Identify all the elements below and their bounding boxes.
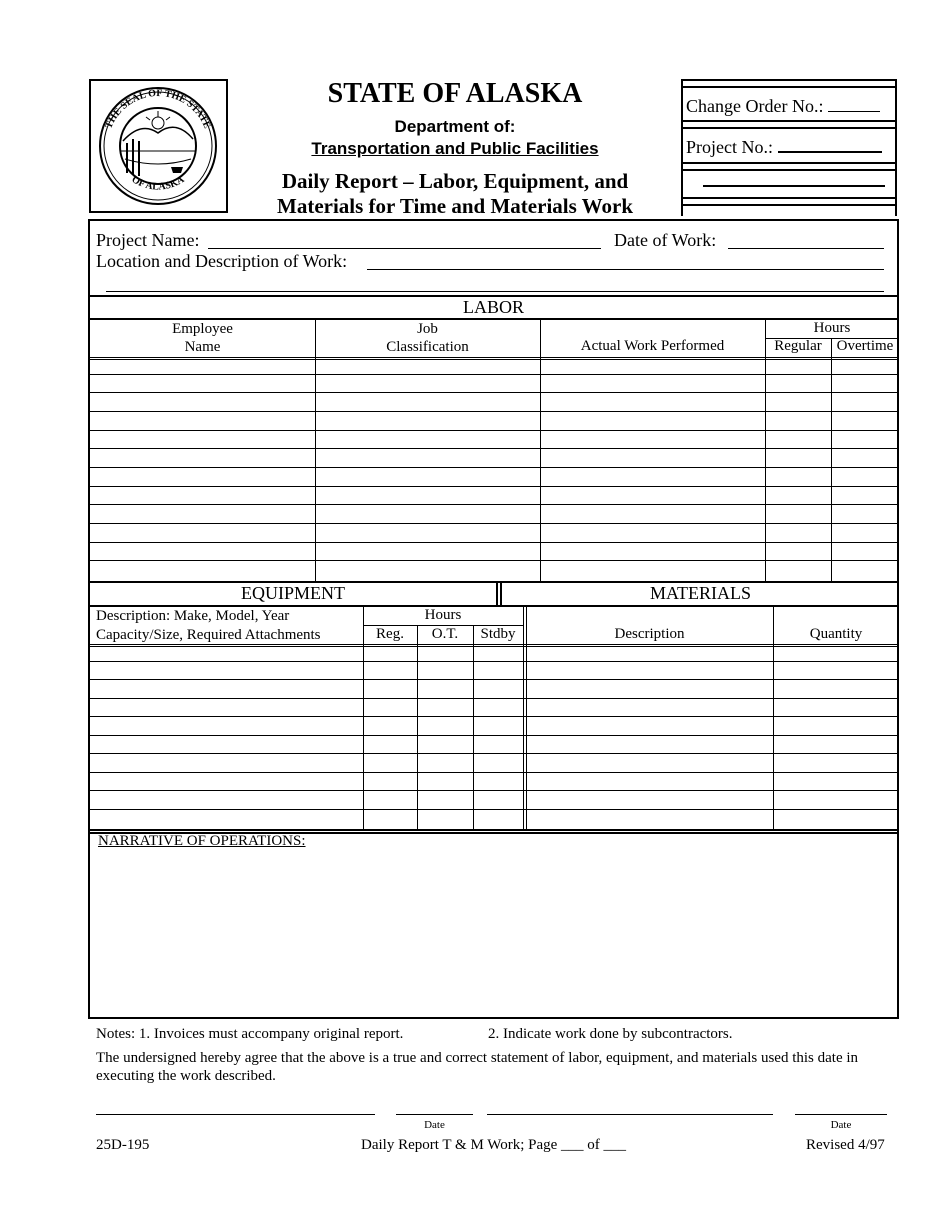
- equipment-row-divider: [90, 772, 897, 773]
- labor-col-hours: Hours: [813, 320, 851, 336]
- equipment-materials-table-row[interactable]: [90, 775, 897, 791]
- labor-table-row[interactable]: [90, 414, 897, 430]
- equipment-row-divider: [90, 735, 897, 736]
- labor-table-row[interactable]: [90, 470, 897, 486]
- signature-line-2[interactable]: [487, 1114, 773, 1115]
- labor-row-divider: [90, 504, 897, 505]
- labor-table-row[interactable]: [90, 563, 897, 579]
- location-input[interactable]: [367, 269, 884, 270]
- equipment-materials-table-row[interactable]: [90, 645, 897, 661]
- table-header-divider: [90, 359, 897, 360]
- labor-row-divider: [90, 542, 897, 543]
- equipment-col-hours: Hours: [424, 607, 462, 623]
- state-seal-icon: [91, 81, 226, 211]
- equipment-col-description-line-1: Description: Make, Model, Year: [96, 608, 290, 624]
- labor-col-job-line-2: Classification: [386, 339, 469, 355]
- equipment-materials-table-row[interactable]: [90, 738, 897, 754]
- labor-col-job-line-1: Job: [417, 321, 438, 337]
- project-name-label: Project Name:: [96, 230, 200, 250]
- equipment-col-stdby: Stdby: [480, 626, 516, 642]
- date-line-1[interactable]: [396, 1114, 473, 1115]
- state-seal-box: [89, 79, 228, 213]
- date-label-2: Date: [830, 1119, 852, 1131]
- equipment-row-divider: [90, 679, 897, 680]
- equipment-col-reg: Reg.: [376, 626, 404, 642]
- equipment-row-divider: [90, 753, 897, 754]
- equipment-materials-table-row[interactable]: [90, 756, 897, 772]
- equipment-row-divider: [90, 698, 897, 699]
- labor-col-actual-work: Actual Work Performed: [580, 338, 725, 354]
- equipment-col-description-line-2: Capacity/Size, Required Attachments: [96, 627, 321, 643]
- report-title-line-1: Daily Report – Labor, Equipment, and: [281, 169, 629, 193]
- labor-row-divider: [90, 392, 897, 393]
- location-input-line-2[interactable]: [106, 291, 884, 292]
- report-title: [255, 169, 655, 219]
- labor-table-row[interactable]: [90, 545, 897, 561]
- department-label: Department of:: [394, 117, 516, 136]
- labor-table-row[interactable]: [90, 358, 897, 374]
- narrative-label: NARRATIVE OF OPERATIONS:: [98, 833, 306, 849]
- labor-section-title: LABOR: [462, 297, 524, 317]
- equipment-row-divider: [90, 809, 897, 810]
- project-no-line-2[interactable]: [703, 185, 885, 187]
- equipment-row-divider: [90, 716, 897, 717]
- equipment-materials-table-row[interactable]: [90, 682, 897, 698]
- project-name-input[interactable]: [208, 248, 601, 249]
- labor-col-regular: Regular: [774, 338, 822, 354]
- equipment-col-description: [96, 607, 321, 645]
- labor-row-divider: [90, 523, 897, 524]
- report-title-line-2: Materials for Time and Materials Work: [277, 194, 633, 218]
- labor-table-row[interactable]: [90, 433, 897, 449]
- date-label-1: Date: [424, 1119, 445, 1131]
- state-title: STATE OF ALASKA: [327, 78, 583, 109]
- department-name-text: Transportation and Public Facilities: [311, 139, 599, 158]
- labor-table-row[interactable]: [90, 451, 897, 467]
- date-of-work-input[interactable]: [728, 248, 884, 249]
- form-number: 25D-195: [96, 1137, 150, 1153]
- certification-statement: The undersigned hereby agree that the above is a true and correct statement of labor, equipment, and materials used this date in executing the work described.: [96, 1050, 859, 1084]
- equipment-materials-table-row[interactable]: [90, 664, 897, 680]
- labor-row-divider: [90, 448, 897, 449]
- labor-col-employee-line-1: Employee: [172, 321, 233, 337]
- equipment-section-title: EQUIPMENT: [241, 583, 345, 603]
- labor-row-divider: [90, 374, 897, 375]
- seal-text-top: THE SEAL OF THE STATE: [103, 87, 213, 131]
- labor-table-row[interactable]: [90, 507, 897, 523]
- labor-row-divider: [90, 486, 897, 487]
- labor-col-overtime: Overtime: [836, 338, 894, 354]
- seal-text-bottom: OF ALASKA: [129, 174, 187, 193]
- narrative-input[interactable]: [92, 853, 897, 1015]
- labor-row-divider: [90, 411, 897, 412]
- labor-table-row[interactable]: [90, 395, 897, 411]
- notes-2: 2. Indicate work done by subcontractors.: [488, 1026, 733, 1042]
- change-order-label: Change Order No.:: [686, 96, 824, 116]
- location-label: Location and Description of Work:: [96, 251, 348, 271]
- labor-col-job: [315, 320, 540, 356]
- labor-table-row[interactable]: [90, 526, 897, 542]
- date-of-work-label: Date of Work:: [614, 230, 717, 250]
- report-form: [88, 219, 899, 1019]
- equipment-row-divider: [90, 790, 897, 791]
- change-order-box: [681, 79, 897, 216]
- materials-col-quantity: Quantity: [809, 626, 863, 642]
- equipment-materials-table-row[interactable]: [90, 719, 897, 735]
- signature-line-1[interactable]: [96, 1114, 375, 1115]
- materials-section-title: MATERIALS: [649, 583, 751, 603]
- project-no-field[interactable]: [686, 137, 882, 158]
- table-header-divider: [90, 646, 897, 647]
- labor-table-row[interactable]: [90, 377, 897, 393]
- labor-row-divider: [90, 560, 897, 561]
- change-order-field[interactable]: [686, 96, 880, 117]
- equipment-col-ot: O.T.: [431, 626, 459, 642]
- labor-row-divider: [90, 467, 897, 468]
- labor-col-employee-line-2: Name: [184, 339, 221, 355]
- date-line-2[interactable]: [795, 1114, 887, 1115]
- materials-col-description: Description: [614, 626, 685, 642]
- labor-row-divider: [90, 430, 897, 431]
- revised-date: Revised 4/97: [806, 1137, 885, 1153]
- equipment-materials-table-row[interactable]: [90, 812, 897, 828]
- department-name: [280, 139, 630, 159]
- labor-col-employee: [90, 320, 315, 356]
- labor-table-row[interactable]: [90, 489, 897, 505]
- notes-1: Notes: 1. Invoices must accompany original report.: [96, 1026, 404, 1042]
- equipment-materials-table-row[interactable]: [90, 701, 897, 717]
- equipment-materials-table-row[interactable]: [90, 793, 897, 809]
- page-indicator: Daily Report T & M Work; Page ___ of ___: [361, 1137, 627, 1153]
- project-no-label: Project No.:: [686, 137, 773, 157]
- equipment-row-divider: [90, 661, 897, 662]
